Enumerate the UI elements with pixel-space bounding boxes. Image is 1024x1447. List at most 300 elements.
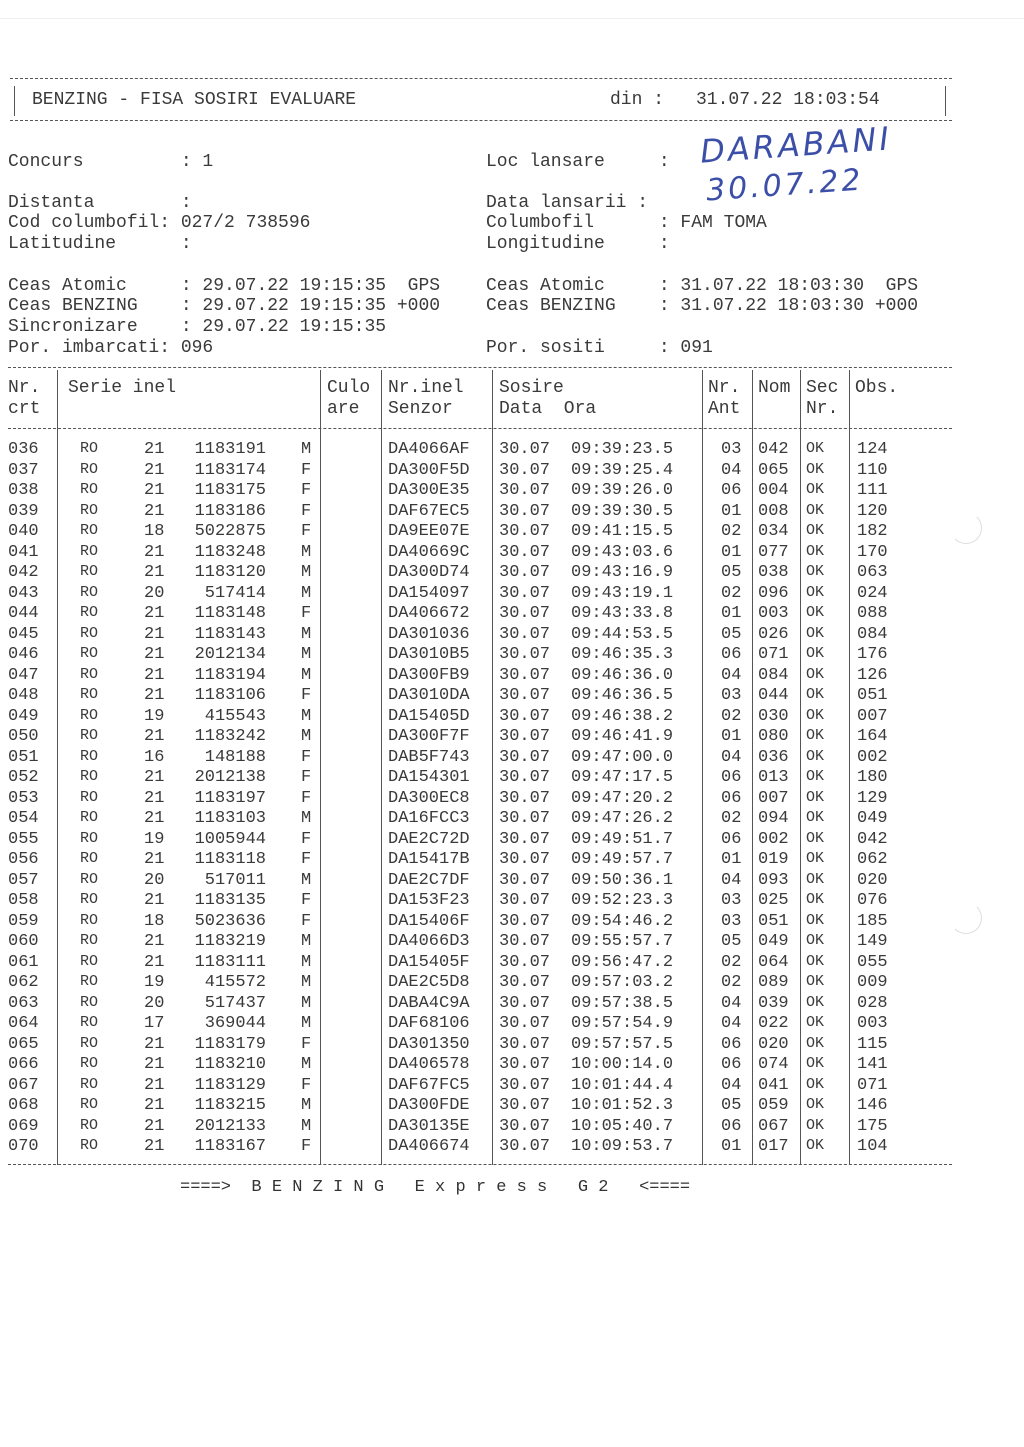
row-sex: F [301,911,312,931]
row-obs: 002 [857,747,888,767]
row-year: 21 [144,768,165,787]
row-arrival-date: 30.07 [499,829,551,849]
header-top-border [10,78,952,79]
table-row [0,440,1024,461]
table-row [0,563,1024,584]
row-sensor-id: DAE2C5D8 [388,973,470,992]
row-nom: 039 [758,993,789,1013]
row-ring-number: 517414 [204,583,266,603]
row-arrival-time: 09:39:30.5 [571,501,674,521]
row-sex: M [301,727,312,746]
row-sex: M [301,1096,312,1115]
row-obs: 141 [857,1055,888,1074]
row-country: RO [80,727,99,744]
row-nr: 065 [8,1034,39,1054]
table-row [0,1055,1024,1076]
table-row [0,1035,1024,1056]
row-ring-number: 2012133 [194,1116,266,1136]
row-year: 20 [144,583,165,603]
row-year: 21 [144,850,165,869]
col-obs: Obs. [855,378,899,398]
row-arrival-date: 30.07 [499,870,551,890]
row-obs: 104 [857,1137,888,1156]
table-row [0,686,1024,707]
row-year: 21 [144,624,165,644]
row-nr: 042 [8,563,39,582]
row-ring-number: 2012138 [194,768,266,787]
row-nom: 026 [758,624,789,644]
row-arrival-date: 30.07 [499,645,551,664]
row-nr: 063 [8,993,39,1013]
row-nr: 068 [8,1096,39,1115]
row-sec-status: OK [806,932,825,949]
row-arrival-time: 09:46:41.9 [571,727,674,746]
row-ring-number: 1183186 [194,501,266,521]
row-antenna: 04 [721,665,742,685]
row-sensor-id: DA15405F [388,952,470,972]
row-sec-status: OK [806,809,825,826]
row-antenna: 06 [721,829,742,849]
row-sex: F [301,604,312,623]
row-antenna: 04 [721,460,742,480]
row-ring-number: 1183179 [194,1034,266,1054]
row-antenna: 06 [721,1116,742,1136]
row-arrival-time: 09:47:00.0 [571,747,674,767]
row-country: RO [80,501,99,519]
col-culoare-2: are [327,399,360,419]
row-year: 21 [144,563,165,582]
row-obs: 120 [857,501,888,521]
table-row [0,1137,1024,1158]
row-sec-status: OK [806,645,825,662]
row-sex: F [301,501,312,521]
table-row [0,1096,1024,1117]
row-obs: 180 [857,768,888,787]
row-sensor-id: DAF67EC5 [388,501,470,521]
row-year: 19 [144,706,165,726]
col-sec-1: Sec [806,378,839,398]
row-nom: 013 [758,768,789,787]
report-title: BENZING - FISA SOSIRI EVALUARE [32,90,357,110]
row-nom: 044 [758,686,789,705]
row-sensor-id: DA300FDE [388,1096,470,1115]
row-arrival-date: 30.07 [499,788,551,808]
row-country: RO [80,1034,99,1052]
row-ring-number: 1183248 [194,542,266,562]
handwritten-location: DARABANI [698,119,893,171]
row-arrival-time: 10:09:53.7 [571,1137,674,1156]
row-year: 20 [144,993,165,1013]
row-year: 21 [144,1055,165,1074]
row-nr: 051 [8,747,39,767]
row-sec-status: OK [806,1034,825,1052]
row-nr: 038 [8,481,39,500]
row-country: RO [80,973,99,990]
row-country: RO [80,1055,99,1072]
row-country: RO [80,1137,99,1154]
row-arrival-date: 30.07 [499,952,551,972]
row-arrival-date: 30.07 [499,809,551,828]
row-obs: 164 [857,727,888,746]
row-sensor-id: DA4066AF [388,440,470,459]
row-antenna: 02 [721,522,742,541]
row-obs: 111 [857,481,888,500]
col-nom: Nom [758,378,791,398]
row-year: 16 [144,747,165,767]
row-sensor-id: DA3010B5 [388,645,470,664]
row-ring-number: 1183242 [194,727,266,746]
row-arrival-time: 09:57:38.5 [571,993,674,1013]
row-sec-status: OK [806,891,825,908]
row-nom: 041 [758,1075,789,1095]
table-row [0,666,1024,687]
row-nr: 062 [8,973,39,992]
row-obs: 003 [857,1014,888,1033]
row-sec-status: OK [806,522,825,539]
row-country: RO [80,583,99,601]
row-antenna: 06 [721,481,742,500]
row-year: 21 [144,440,165,459]
row-ring-number: 1183135 [194,891,266,910]
row-ring-number: 1183120 [194,563,266,582]
row-nom: 038 [758,563,789,582]
col-nr-1: Nr. [8,378,41,398]
row-ring-number: 1183174 [194,460,266,480]
row-ring-number: 1183175 [194,481,266,500]
row-nr: 055 [8,829,39,849]
row-sex: F [301,481,312,500]
row-nom: 036 [758,747,789,767]
table-row [0,748,1024,769]
row-ring-number: 1183106 [194,686,266,705]
row-sex: M [301,563,312,582]
row-arrival-date: 30.07 [499,1075,551,1095]
row-ring-number: 1183219 [194,932,266,951]
table-bottom-border [8,1164,952,1165]
row-sensor-id: DABA4C9A [388,993,470,1013]
row-sex: M [301,583,312,603]
row-country: RO [80,624,99,642]
col-sec-2: Nr. [806,399,839,419]
row-year: 17 [144,1014,165,1033]
table-row [0,604,1024,625]
row-country: RO [80,686,99,703]
row-obs: 051 [857,686,888,705]
row-antenna: 04 [721,1075,742,1095]
table-header-border [8,428,952,429]
row-arrival-time: 09:43:33.8 [571,604,674,623]
table-row [0,912,1024,933]
row-arrival-date: 30.07 [499,727,551,746]
row-antenna: 03 [721,911,742,931]
row-nom: 042 [758,440,789,459]
row-sex: M [301,993,312,1013]
row-antenna: 01 [721,850,742,869]
row-nr: 067 [8,1075,39,1095]
row-arrival-time: 09:49:51.7 [571,829,674,849]
row-sec-status: OK [806,1014,825,1031]
din-label: din : [610,90,665,110]
row-antenna: 05 [721,1096,742,1115]
row-country: RO [80,563,99,580]
row-arrival-date: 30.07 [499,542,551,562]
row-obs: 115 [857,1034,888,1054]
row-sec-status: OK [806,993,825,1011]
row-nom: 002 [758,829,789,849]
row-obs: 110 [857,460,888,480]
row-arrival-date: 30.07 [499,583,551,603]
ceas-benzing-start: Ceas BENZING : 29.07.22 19:15:35 +000 [8,296,441,316]
row-nr: 058 [8,891,39,910]
row-ring-number: 1005944 [194,829,266,849]
row-sex: M [301,645,312,664]
row-arrival-time: 09:47:20.2 [571,788,674,808]
row-arrival-time: 09:55:57.7 [571,932,674,951]
row-country: RO [80,665,99,683]
row-sec-status: OK [806,850,825,867]
row-country: RO [80,850,99,867]
row-sec-status: OK [806,1096,825,1113]
row-arrival-date: 30.07 [499,1096,551,1115]
row-sex: M [301,973,312,992]
row-arrival-date: 30.07 [499,993,551,1013]
row-year: 21 [144,932,165,951]
row-nr: 039 [8,501,39,521]
row-sensor-id: DA300E35 [388,481,470,500]
row-antenna: 06 [721,768,742,787]
row-obs: 126 [857,665,888,685]
row-arrival-time: 10:01:44.4 [571,1075,674,1095]
row-sensor-id: DA300EC8 [388,788,470,808]
row-nr: 049 [8,706,39,726]
row-year: 21 [144,809,165,828]
row-arrival-time: 09:39:26.0 [571,481,674,500]
table-row [0,481,1024,502]
row-arrival-date: 30.07 [499,563,551,582]
row-year: 21 [144,542,165,562]
row-ring-number: 1183215 [194,1096,266,1115]
row-year: 21 [144,604,165,623]
row-nom: 067 [758,1116,789,1136]
table-row [0,809,1024,830]
row-nr: 046 [8,645,39,664]
por-imbarcati: Por. imbarcati: 096 [8,338,214,358]
row-obs: 185 [857,911,888,931]
row-sex: M [301,1014,312,1033]
row-antenna: 05 [721,624,742,644]
row-arrival-time: 09:57:03.2 [571,973,674,992]
row-country: RO [80,911,99,929]
row-ring-number: 1183210 [194,1055,266,1074]
row-antenna: 01 [721,604,742,623]
row-arrival-time: 09:52:23.3 [571,891,674,910]
table-row [0,768,1024,789]
row-sex: F [301,1075,312,1095]
row-nom: 008 [758,501,789,521]
row-antenna: 06 [721,645,742,664]
row-sex: F [301,1034,312,1054]
row-sec-status: OK [806,747,825,765]
ceas-atomic-end: Ceas Atomic : 31.07.22 18:03:30 GPS [486,276,919,296]
row-sec-status: OK [806,829,825,847]
row-nom: 096 [758,583,789,603]
row-year: 21 [144,460,165,480]
row-sec-status: OK [806,870,825,888]
row-sensor-id: DAF68106 [388,1014,470,1033]
row-arrival-time: 09:46:36.0 [571,665,674,685]
table-row [0,1014,1024,1035]
longitudine: Longitudine : [486,234,670,254]
sincronizare: Sincronizare : 29.07.22 19:15:35 [8,317,387,337]
row-sex: F [301,829,312,849]
row-arrival-date: 30.07 [499,891,551,910]
row-obs: 007 [857,706,888,726]
row-year: 21 [144,645,165,664]
row-year: 21 [144,1096,165,1115]
row-obs: 149 [857,932,888,951]
row-country: RO [80,1075,99,1093]
row-arrival-date: 30.07 [499,1034,551,1054]
row-ring-number: 1183148 [194,604,266,623]
row-sex: M [301,665,312,685]
row-sec-status: OK [806,460,825,478]
row-arrival-time: 09:46:35.3 [571,645,674,664]
row-year: 18 [144,522,165,541]
row-antenna: 04 [721,870,742,890]
row-sex: M [301,1055,312,1074]
row-nr: 069 [8,1116,39,1136]
row-nr: 036 [8,440,39,459]
row-ring-number: 1183167 [194,1137,266,1156]
row-arrival-date: 30.07 [499,973,551,992]
row-antenna: 03 [721,686,742,705]
table-row [0,850,1024,871]
row-obs: 084 [857,624,888,644]
row-sex: M [301,440,312,459]
row-year: 21 [144,952,165,972]
header-right-border [945,86,946,116]
row-obs: 175 [857,1116,888,1136]
row-sex: F [301,1137,312,1156]
loc-lansare: Loc lansare : [486,152,670,172]
row-nom: 049 [758,932,789,951]
row-ring-number: 517437 [204,993,266,1013]
punch-hole [950,902,982,934]
row-sensor-id: DA154301 [388,768,470,787]
row-arrival-time: 09:46:38.2 [571,706,674,726]
row-sex: F [301,788,312,808]
row-arrival-time: 09:44:53.5 [571,624,674,644]
table-row [0,645,1024,666]
row-sensor-id: DA300D74 [388,563,470,582]
row-sex: M [301,870,312,890]
row-arrival-time: 09:43:19.1 [571,583,674,603]
row-nom: 094 [758,809,789,828]
row-antenna: 05 [721,932,742,951]
ceas-benzing-end: Ceas BENZING : 31.07.22 18:03:30 +000 [486,296,919,316]
col-nr-2: crt [8,399,41,419]
row-sensor-id: DAE2C72D [388,829,470,849]
row-ring-number: 1183118 [194,850,266,869]
row-ring-number: 5023636 [194,911,266,931]
row-ring-number: 1183191 [194,440,266,459]
row-sex: M [301,952,312,972]
row-arrival-date: 30.07 [499,1137,551,1156]
row-sec-status: OK [806,665,825,683]
row-country: RO [80,891,99,908]
row-sex: M [301,624,312,644]
row-country: RO [80,788,99,806]
row-year: 21 [144,788,165,808]
row-nom: 059 [758,1096,789,1115]
row-nom: 004 [758,481,789,500]
row-sec-status: OK [806,583,825,601]
row-nr: 047 [8,665,39,685]
table-row [0,973,1024,994]
row-ring-number: 148188 [204,747,266,767]
row-nr: 037 [8,460,39,480]
row-arrival-time: 09:43:16.9 [571,563,674,582]
row-ring-number: 2012134 [194,645,266,664]
table-row [0,994,1024,1015]
row-sec-status: OK [806,1137,825,1154]
row-sec-status: OK [806,440,825,457]
punch-hole [950,512,982,544]
row-antenna: 04 [721,747,742,767]
row-nr: 048 [8,686,39,705]
row-arrival-date: 30.07 [499,665,551,685]
row-antenna: 02 [721,952,742,972]
row-obs: 088 [857,604,888,623]
row-nom: 007 [758,788,789,808]
row-obs: 146 [857,1096,888,1115]
row-arrival-time: 09:43:03.6 [571,542,674,562]
row-sensor-id: DA3010DA [388,686,470,705]
row-country: RO [80,706,99,724]
row-obs: 028 [857,993,888,1013]
row-arrival-date: 30.07 [499,1055,551,1074]
row-arrival-date: 30.07 [499,460,551,480]
row-country: RO [80,522,99,539]
row-sensor-id: DA300F7F [388,727,470,746]
row-ring-number: 1183129 [194,1075,266,1095]
row-sex: F [301,891,312,910]
row-nr: 043 [8,583,39,603]
table-row [0,932,1024,953]
table-row [0,1117,1024,1138]
row-sensor-id: DA4066D3 [388,932,470,951]
row-nom: 019 [758,850,789,869]
row-obs: 176 [857,645,888,664]
row-antenna: 02 [721,583,742,603]
row-year: 18 [144,911,165,931]
row-ring-number: 1183111 [194,952,266,972]
row-sex: M [301,809,312,828]
row-sex: M [301,706,312,726]
table-row [0,789,1024,810]
row-country: RO [80,1116,99,1134]
table-row [0,727,1024,748]
row-arrival-time: 09:46:36.5 [571,686,674,705]
row-obs: 124 [857,440,888,459]
row-nr: 050 [8,727,39,746]
row-ring-number: 1183194 [194,665,266,685]
row-arrival-time: 10:00:14.0 [571,1055,674,1074]
row-sec-status: OK [806,604,825,621]
row-country: RO [80,604,99,621]
row-nom: 003 [758,604,789,623]
distanta: Distanta : [8,193,192,213]
